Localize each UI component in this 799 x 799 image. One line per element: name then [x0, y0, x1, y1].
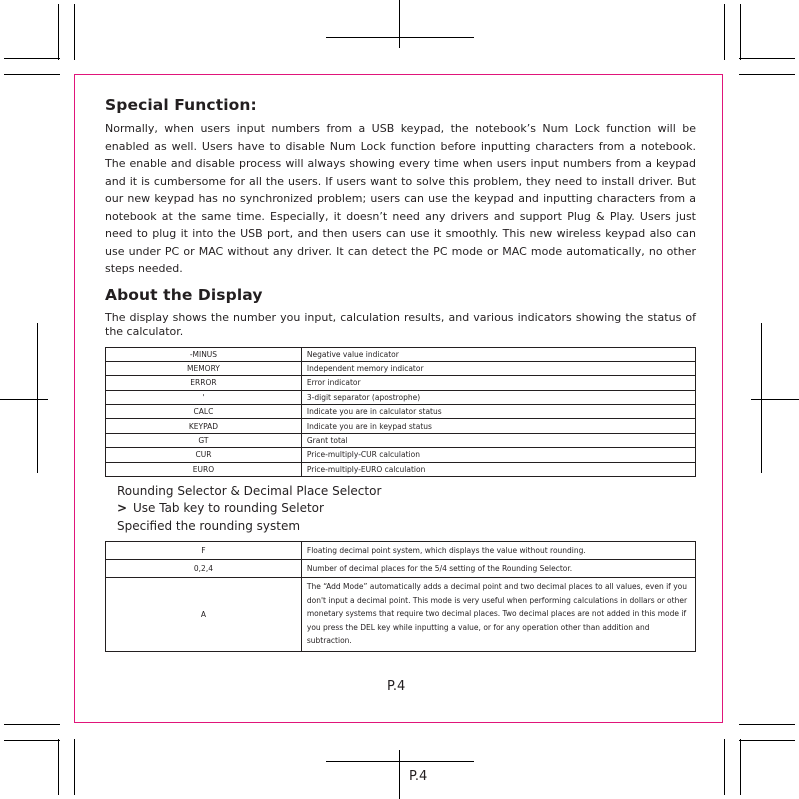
indicator-desc: Indicate you are in keypad status — [301, 419, 695, 433]
indicator-key: GT — [106, 433, 302, 447]
table-row — [106, 433, 696, 447]
special-function-heading: Special Function: — [105, 96, 257, 114]
indicator-key: CALC — [106, 405, 302, 419]
indicator-desc: Price-multiply-CUR calculation — [301, 448, 695, 462]
rounding-system-title: Specified the rounding system — [117, 518, 301, 533]
table-row — [106, 419, 696, 433]
page-content — [105, 96, 696, 652]
indicator-desc: Price-multiply-EURO calculation — [301, 462, 695, 476]
table-row — [106, 405, 696, 419]
indicator-key: CUR — [106, 448, 302, 462]
about-display-heading: About the Display — [105, 285, 263, 304]
table-row — [106, 542, 696, 560]
indicator-key: MEMORY — [106, 361, 302, 375]
table-row — [106, 361, 696, 375]
table-row — [106, 578, 696, 652]
rounding-table — [105, 541, 696, 652]
page-number: P.4 — [387, 679, 406, 694]
table-row — [106, 560, 696, 578]
indicator-desc: Negative value indicator — [301, 347, 695, 361]
table-row — [106, 462, 696, 476]
indicator-key: ERROR — [106, 376, 302, 390]
arrow-right-icon: > — [117, 501, 128, 516]
table-row — [106, 347, 696, 361]
rounding-desc: Number of decimal places for the 5/4 setting of the Rounding Selector. — [301, 560, 695, 578]
indicator-key: EURO — [106, 462, 302, 476]
indicator-desc: Error indicator — [301, 376, 695, 390]
display-indicator-table — [105, 347, 696, 478]
indicator-key: ' — [106, 390, 302, 404]
indicator-desc: Grant total — [301, 433, 695, 447]
rounding-key: 0,2,4 — [106, 560, 302, 578]
about-display-paragraph: The display shows the number you input, calculation results, and various indicators showing the status of the calculator. — [105, 310, 696, 338]
table-row — [106, 448, 696, 462]
slug-page-number: P.4 — [409, 769, 428, 784]
indicator-desc: Indicate you are in calculator status — [301, 405, 695, 419]
rounding-section — [117, 483, 696, 535]
rounding-desc: Floating decimal point system, which displays the value without rounding. — [301, 542, 695, 560]
rounding-desc: The “Add Mode” automatically adds a decimal point and two decimal places to all values, even if you don't input a decimal point. This mode is very useful when performing calculations in dollars or other monetary systems that require two decimal places. Two decimal places are not added in this mode if you press the DEL key while inputting a value, or for any operation other than addition and subtraction. — [301, 578, 695, 652]
rounding-key: A — [106, 578, 302, 652]
rounding-selector-title: Rounding Selector & Decimal Place Selector — [117, 484, 382, 499]
rounding-key: F — [106, 542, 302, 560]
table-row — [106, 376, 696, 390]
indicator-key: -MINUS — [106, 347, 302, 361]
special-function-paragraph: Normally, when users input numbers from a USB keypad, the notebook’s Num Lock function will be enabled as well. Users have to disable Num Lock function before inputting characters from a notebook. The enable and disable process will always showing every time when users input numbers from a keypad and it is cumbersome for all the users. If users want to solve this problem, they need to install driver. But our new keypad has no synchronized problem; users can use the keypad and inputting characters from a notebook at the same time. Especially, it doesn’t need any drivers and support Plug & Play. Users just need to plug it into the USB port, and then users can use it smoothly. This new wireless keypad also can use under PC or MAC without any driver. It can detect the PC mode or MAC mode automatically, no other steps needed. — [105, 122, 696, 275]
table-row — [106, 390, 696, 404]
indicator-desc: 3-digit separator (apostrophe) — [301, 390, 695, 404]
indicator-key: KEYPAD — [106, 419, 302, 433]
indicator-desc: Independent memory indicator — [301, 361, 695, 375]
rounding-instruction-text: Use Tab key to rounding Seletor — [133, 501, 324, 516]
rounding-instruction — [117, 500, 696, 517]
